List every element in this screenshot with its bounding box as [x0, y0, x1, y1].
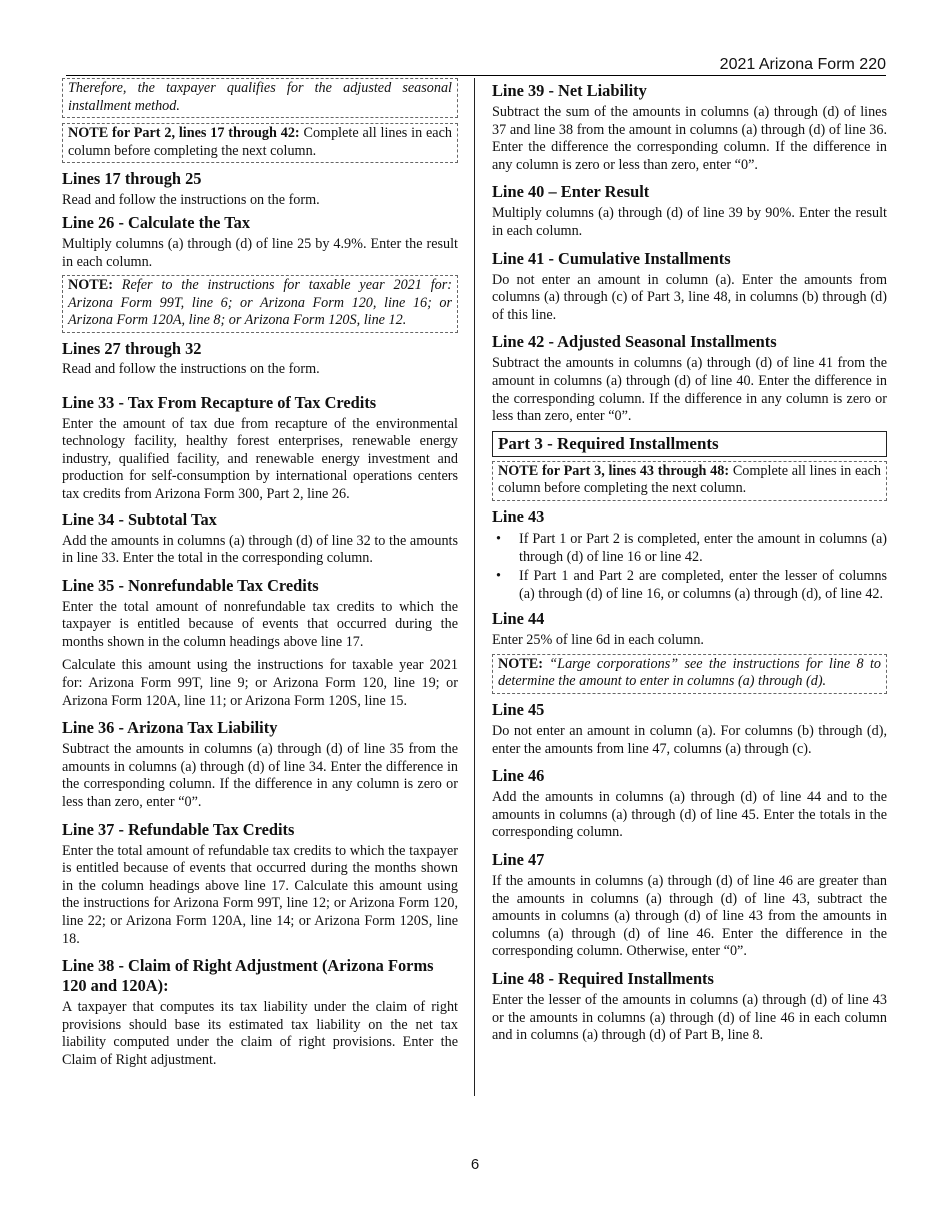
page-number: 6 — [470, 1156, 480, 1173]
page-header: 2021 Arizona Form 220 — [66, 56, 886, 76]
part3-note-text: Complete all lines in each column before completing the next column. — [498, 462, 881, 497]
text-line-33: Enter the amount of tax due from recapture of the environmental technology facility, healthy forest enterprises, renewable energy industry, qualified facility, and renewable energy investment and production for self-consumption by international operations centers tax credits from Arizona Form 300, Part 2, line 26. — [62, 415, 458, 502]
heading-line-36: Line 36 - Arizona Tax Liability — [62, 718, 278, 738]
heading-line-34: Line 34 - Subtotal Tax — [62, 509, 217, 529]
list-item-text: If Part 1 or Part 2 is completed, enter the amount in columns (a) through (d) of line 16 or line 42. — [519, 530, 887, 565]
heading-lines-27-32: Lines 27 through 32 — [62, 338, 202, 358]
heading-line-48: Line 48 - Required Installments — [492, 969, 714, 988]
heading-line-37: Line 37 - Refundable Tax Credits — [62, 819, 295, 839]
list-item — [492, 568, 887, 603]
heading-line-35: Line 35 - Nonrefundable Tax Credits — [62, 575, 319, 595]
bullet-icon: • — [496, 568, 501, 585]
text-lines-27-32: Read and follow the instructions on the form. — [62, 360, 320, 377]
heading-line-46: Line 46 — [492, 766, 545, 786]
bullet-icon: • — [496, 530, 501, 547]
part2-note — [62, 123, 458, 163]
left-column — [62, 78, 458, 1070]
right-column — [492, 78, 887, 1045]
line-26-note — [62, 275, 458, 333]
line-26-note-label: NOTE: — [68, 277, 113, 294]
part3-note — [492, 461, 887, 501]
text-line-46: Add the amounts in columns (a) through (d) of line 44 and to the amounts in columns (a) through (d) of line 45. Enter the totals in the corresponding column. — [492, 789, 887, 841]
list-item-text: If Part 1 and Part 2 are completed, enter the lesser of columns (a) through (d) of line 16, or columns (a) through (d), of line 42. — [519, 568, 887, 602]
line-43-list — [492, 531, 887, 603]
text-line-39: Subtract the sum of the amounts in columns (a) through (d) of lines 37 and line 38 from the amount in columns (a) through (d) of line 36. Enter the difference the corresponding column. If the difference in any column is zero or less than zero, enter “0”. — [492, 104, 887, 173]
line-44-note — [492, 654, 887, 694]
text-line-35-b: Calculate this amount using the instructions for taxable year 2021 for: Arizona Form 99T, line 9; or Arizona Form 120, line 19; or Arizona Form 120A, line 11; or Arizona Form 120S, line 15. — [62, 657, 458, 709]
text-line-45: Do not enter an amount in column (a). For columns (b) through (d), enter the amounts from line 47, columns (a) through (c). — [492, 723, 887, 757]
heading-line-41: Line 41 - Cumulative Installments — [492, 248, 731, 268]
heading-lines-17-25: Lines 17 through 25 — [62, 169, 202, 189]
list-item — [492, 531, 887, 566]
heading-line-42: Line 42 - Adjusted Seasonal Installments — [492, 332, 777, 352]
qualification-note: Therefore, the taxpayer qualifies for the adjusted seasonal installment method. — [62, 78, 458, 118]
text-line-41: Do not enter an amount in column (a). Enter the amounts from columns (a) through (c) of Part 3, line 48, in columns (b) through (d) of this line. — [492, 271, 887, 323]
heading-line-26: Line 26 - Calculate the Tax — [62, 212, 251, 232]
part3-note-label: NOTE for Part 3, lines 43 through 48: — [498, 462, 730, 479]
heading-line-44: Line 44 — [492, 609, 545, 629]
text-line-35-a: Enter the total amount of nonrefundable tax credits to which the taxpayer is entitled because of events that occurred during the months shown in the column headings above line 17. — [62, 598, 458, 650]
text-line-44: Enter 25% of line 6d in each column. — [492, 632, 704, 649]
line-44-note-text: “Large corporations” see the instructions for line 8 to determine the amount to enter in columns (a) through (d). — [498, 655, 881, 690]
column-divider — [474, 78, 475, 1096]
heading-line-33: Line 33 - Tax From Recapture of Tax Credits — [62, 392, 377, 412]
text-lines-17-25: Read and follow the instructions on the form. — [62, 192, 320, 209]
text-line-48: Enter the lesser of the amounts in columns (a) through (d) of line 43 or the amounts in columns (a) through (d) of line 46 in each column and in columns (a) through (d) of Part B, line 8. — [492, 992, 887, 1044]
part2-note-text: Complete all lines in each column before completing the next column. — [68, 125, 452, 159]
text-line-40: Multiply columns (a) through (d) of line 39 by 90%. Enter the result in each column. — [492, 205, 887, 239]
heading-line-47: Line 47 — [492, 850, 545, 870]
text-line-42: Subtract the amounts in columns (a) through (d) of line 41 from the amount in columns (a) through (d) of line 40. Enter the difference in the corresponding column. If the difference in any column is zero or less than zero, enter “0”. — [492, 355, 887, 425]
part2-note-label: NOTE for Part 2, lines 17 through 42: — [68, 125, 300, 142]
heading-line-39: Line 39 - Net Liability — [492, 81, 647, 100]
heading-line-38: Line 38 - Claim of Right Adjustment (Arizona Forms 120 and 120A): — [62, 956, 434, 996]
text-line-26: Multiply columns (a) through (d) of line 25 by 4.9%. Enter the result in each column. — [62, 235, 458, 270]
text-line-38: A taxpayer that computes its tax liability under the claim of right provisions should base its estimated tax liability on the net tax liability computed under the claim of right provisions. Enter the Claim of Right adjustment. — [62, 999, 458, 1068]
text-line-36: Subtract the amounts in columns (a) through (d) of line 35 from the amounts in columns (a) through (d) of line 34. Enter the difference in the corresponding column. If the difference in any column is zero or less than zero, enter “0”. — [62, 741, 458, 811]
line-26-note-text: Refer to the instructions for taxable year 2021 for: Arizona Form 99T, line 6; or Arizona Form 120, line 16; or Arizona Form 120A, line 8; or Arizona Form 120S, line 12. — [68, 277, 452, 329]
heading-line-40: Line 40 – Enter Result — [492, 182, 650, 202]
part3-title: Part 3 - Required Installments — [492, 431, 887, 457]
text-line-37: Enter the total amount of refundable tax credits to which the taxpayer is entitled because of events that occurred during the months shown in the column headings above line 17. Calculate this amount using the instructions for Arizona Form 99T, line 12; or Arizona Form 120, line 22; or Arizona Form 120A, line 14; or Arizona Form 120S, line 18. — [62, 842, 458, 947]
text-line-34: Add the amounts in columns (a) through (d) of line 32 to the amounts in line 33. Enter the total in the corresponding column. — [62, 532, 458, 567]
line-44-note-label: NOTE: — [498, 655, 543, 672]
text-line-47: If the amounts in columns (a) through (d) of line 46 are greater than the amounts in columns (a) through (d) of line 43, subtract the amounts in columns (a) through (d) of line 43 from the amounts in columns (a) through (d) of line 46. Enter the difference in the corresponding column. Otherwise, enter “0”. — [492, 873, 887, 960]
heading-line-43: Line 43 — [492, 506, 545, 526]
heading-line-45: Line 45 — [492, 700, 545, 720]
